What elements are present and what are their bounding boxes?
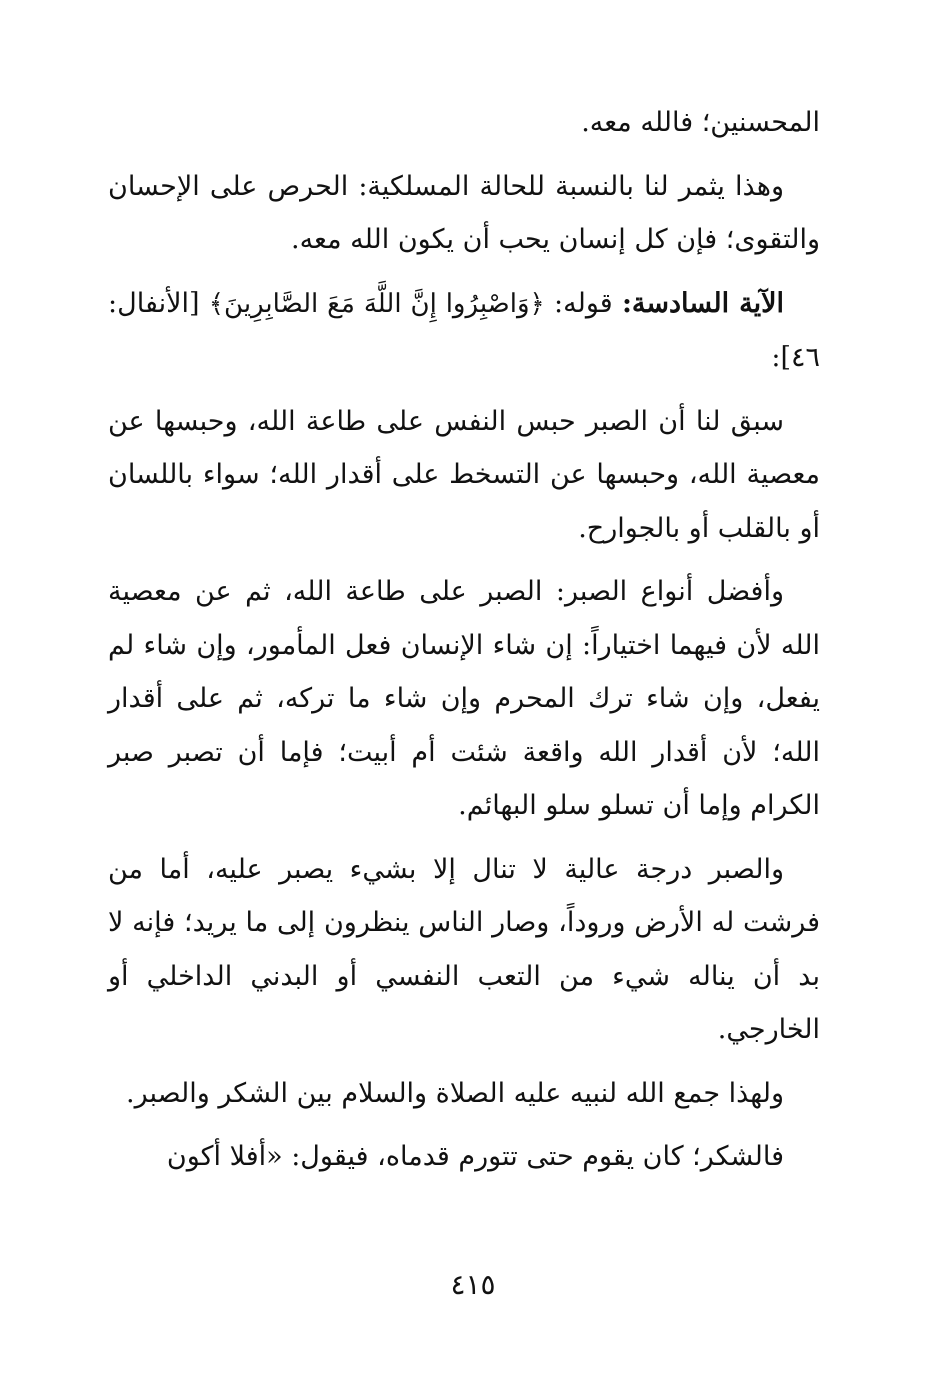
quran-verse: ﴿وَاصْبِرُوا إِنَّ اللَّهَ مَعَ الصَّابِرِينَ﴾ — [208, 288, 545, 319]
paragraph-1: المحسنين؛ فالله معه. — [581, 107, 820, 138]
paragraph-7: ولهذا جمع الله لنبيه عليه الصلاة والسلام بين الشكر والصبر. — [126, 1077, 784, 1109]
paragraph-8: فالشكر؛ كان يقوم حتى تتورم قدماه، فيقول: «أفلا أكون — [166, 1141, 784, 1172]
paragraph-4: سبق لنا أن الصبر حبس النفس على طاعة الله، وحبسها عن معصية الله، وحبسها عن التسخط على أقدار الله؛ سواء باللسان أو بالقلب أو بالجوارح. — [108, 405, 820, 544]
paragraph-5: وأفضل أنواع الصبر: الصبر على طاعة الله، ثم عن معصية الله لأن فيهما اختياراً: إن شاء الإنسان فعل المأمور، وإن شاء لم يفعل، وإن شاء ترك المحرم وإن شاء ما تركه، ثم على أقدار الله؛ لأن أقدار الله واقعة شئت أم أبيت؛ فإما أن تصبر صبر الكرام وإما أن تسلو سلو البهائم. — [108, 576, 820, 821]
paragraph-6: والصبر درجة عالية لا تنال إلا بشيء يصبر عليه، أما من فرشت له الأرض وروداً، وصار الناس ينظرون إلى ما يريد؛ فإنه لا بد أن يناله شيء من التعب النفسي أو البدني الداخلي أو الخارجي. — [108, 853, 820, 1045]
verse-reference: [الأنفال: ٤٦]: — [108, 287, 820, 373]
verse-heading: الآية السادسة: — [621, 287, 785, 319]
paragraph-3 — [108, 277, 820, 385]
paragraph-2: وهذا يثمر لنا بالنسبة للحالة المسلكية: الحرص على الإحسان والتقوى؛ فإن كل إنسان يحب أن يكون الله معه. — [108, 170, 820, 255]
page-body — [108, 96, 820, 1194]
page-number: ٤١٥ — [450, 1268, 496, 1301]
verse-intro: قوله: — [554, 287, 613, 319]
